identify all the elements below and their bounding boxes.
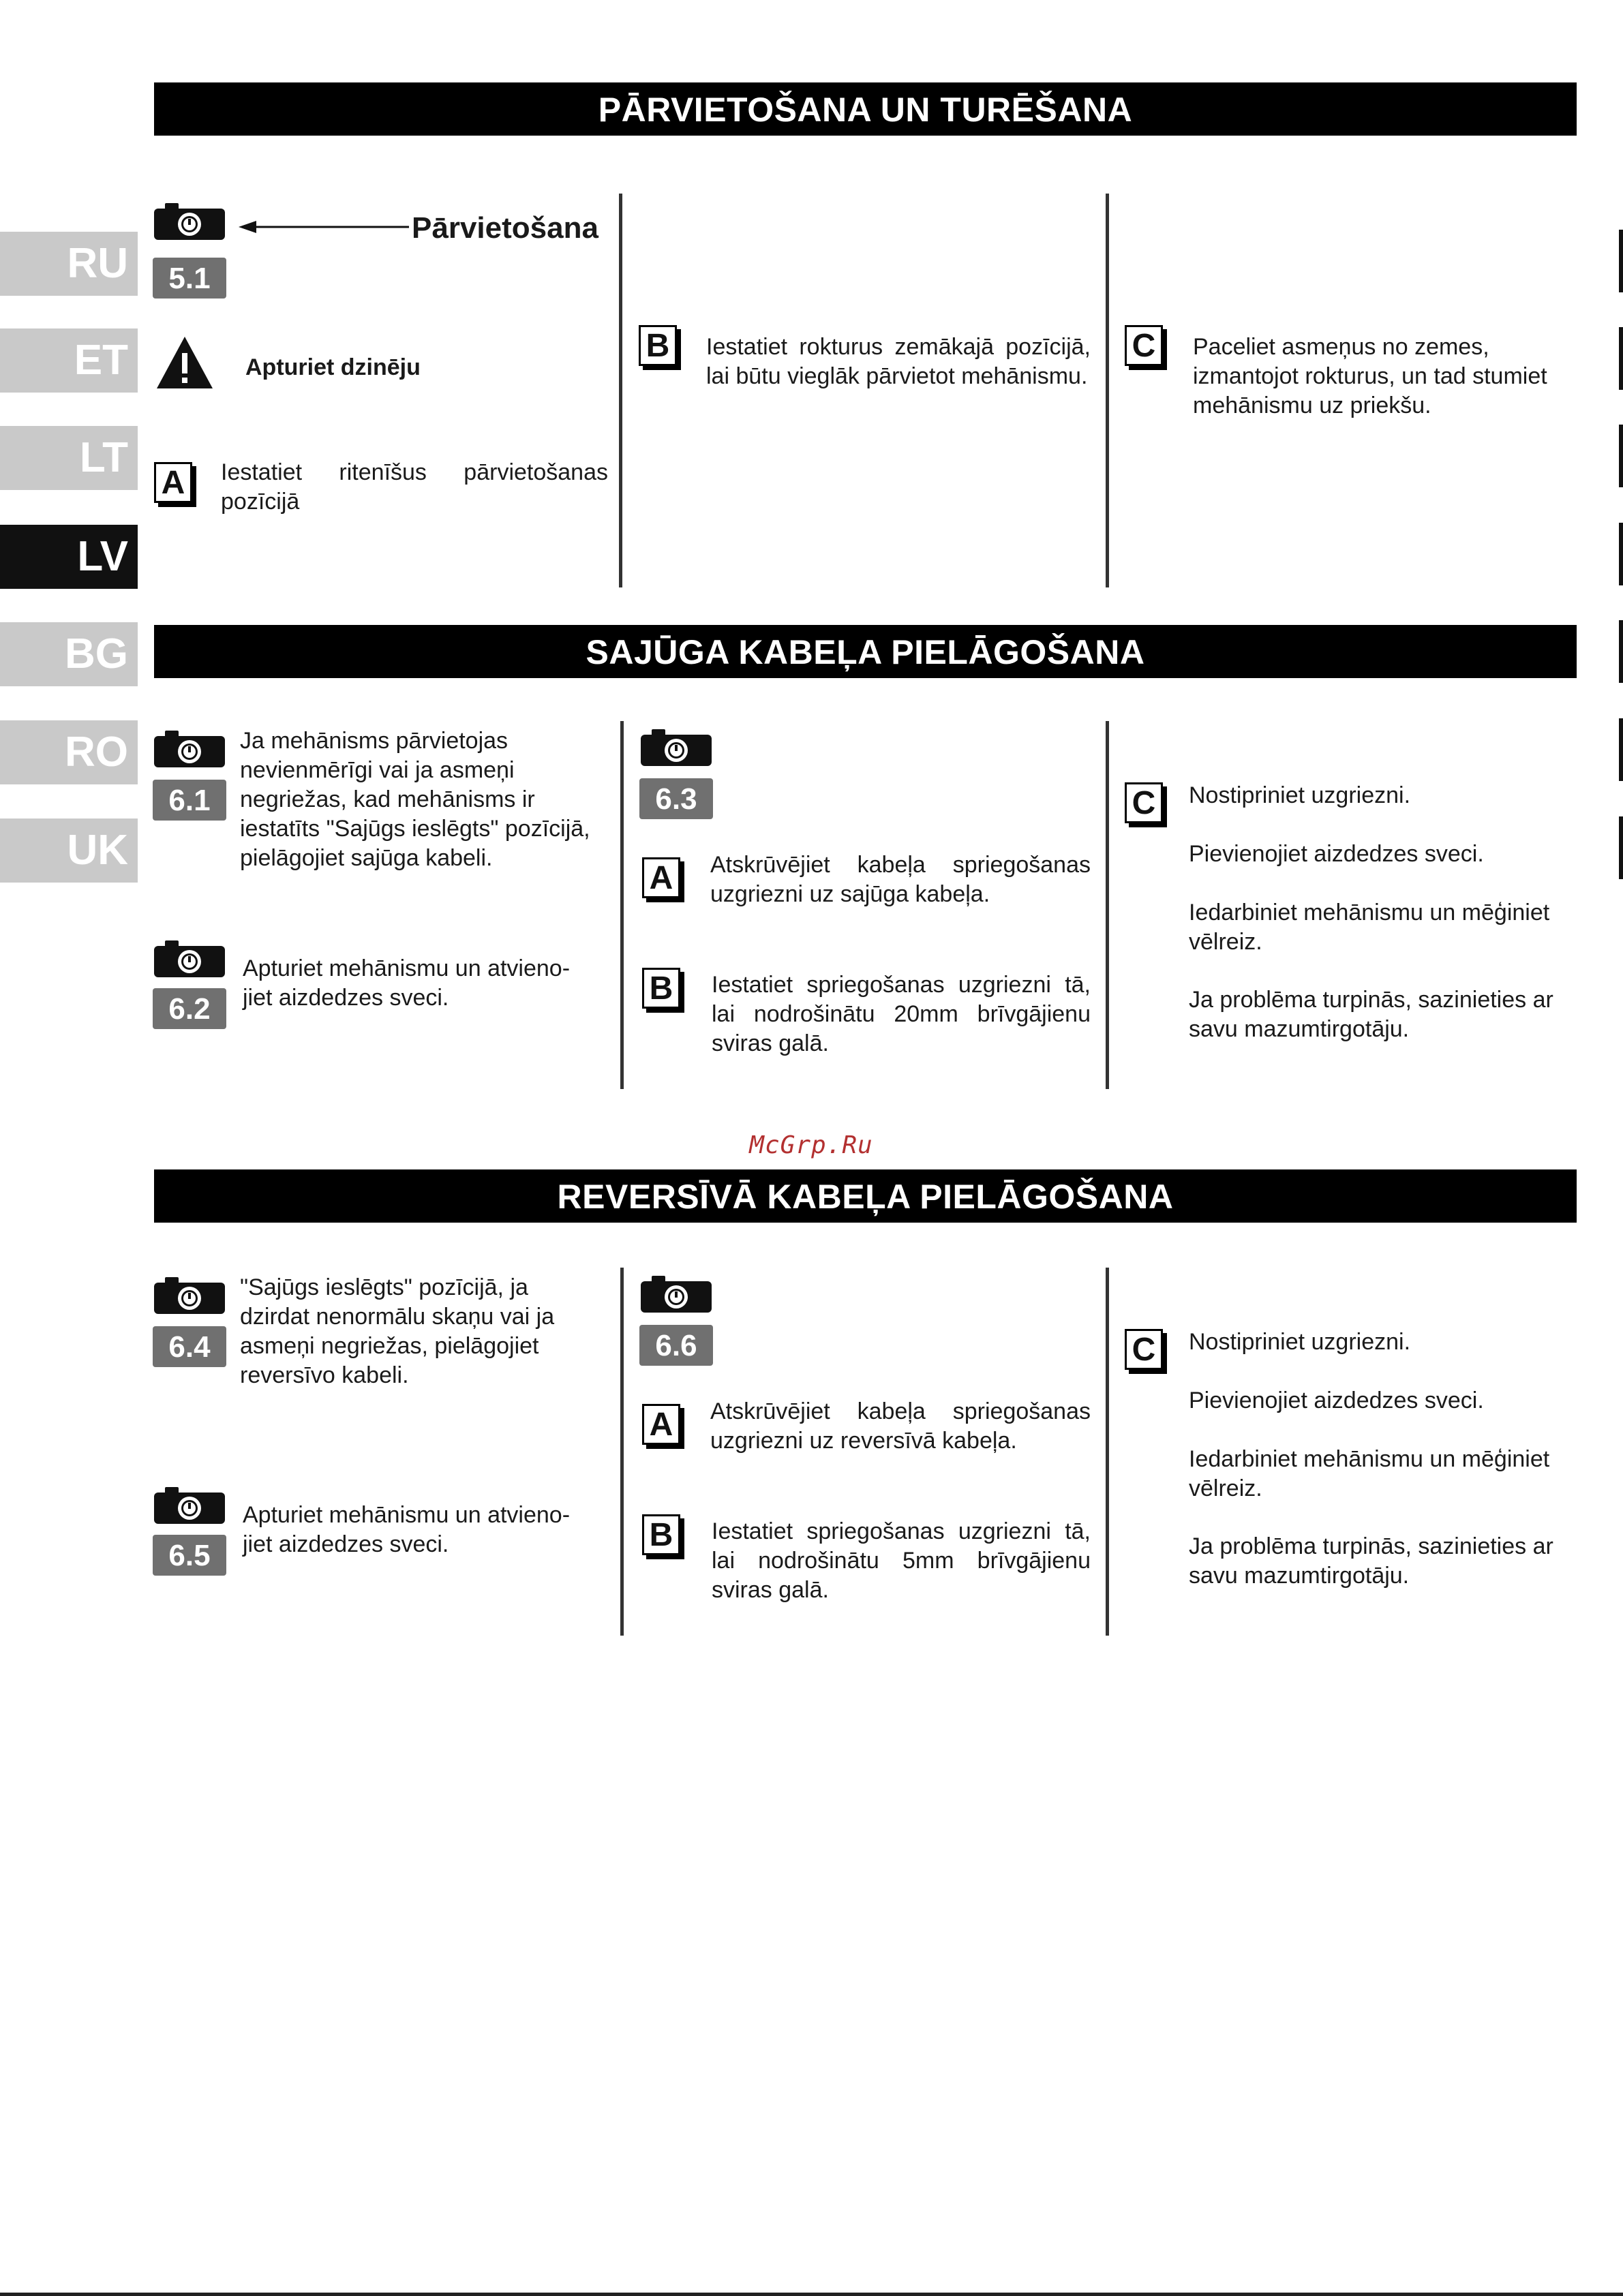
lang-tab-lv[interactable]: LV <box>0 525 138 589</box>
camera-icon <box>639 728 713 767</box>
right-edge-mark <box>1619 425 1623 487</box>
step-a-text: Atskrūvējiet kabeļa spriegošanas uzgriezni uz reversīvā kabeļa. <box>710 1398 1091 1454</box>
restart-text: Iedarbiniet mehānismu un mēģiniet vēlreiz. <box>1189 1446 1550 1501</box>
camera-icon <box>153 1276 226 1315</box>
section-title-reverse-cable: REVERSĪVĀ KABEĻA PIELĀGOŠANA <box>154 1169 1577 1223</box>
clutch-intro-text: Ja mehānisms pārvietojas nevienmērīgi vai ja asmeņi negriežas, kad mehānisms ir iestatīts "Sajūgs ieslēgts" pozīcijā, pielāgojiet sajūga kabeli. <box>240 728 590 871</box>
step-b-text: Iestatiet spriegošanas uzgriezni tā, lai nodrošinātu 20mm brīvgājienu sviras galā. <box>712 972 1091 1056</box>
contact-dealer-text: Ja problēma turpinās, sazinieties ar savu mazumtirgotāju. <box>1189 987 1553 1042</box>
step-c-box: C <box>1125 782 1163 823</box>
lang-tab-uk[interactable]: UK <box>0 818 138 883</box>
step-c-text: Nostipriniet uzgriezni. <box>1189 1329 1411 1355</box>
photo-badge-6-2: 6.2 <box>153 988 226 1029</box>
right-edge-mark <box>1619 327 1623 390</box>
photo-badge-6-1: 6.1 <box>153 780 226 821</box>
right-edge-mark <box>1619 230 1623 292</box>
photo-badge-6-3: 6.3 <box>639 778 713 819</box>
step-a-box: A <box>154 462 192 503</box>
camera-icon <box>153 939 226 979</box>
step-a-text: Atskrūvējiet kabeļa spriegošanas uzgriezni uz sajūga kabeļa. <box>710 852 1091 907</box>
step-b-text: Iestatiet spriegošanas uzgriezni tā, lai nodrošinātu 5mm brīvgājienu sviras galā. <box>712 1518 1091 1603</box>
step-c-text: Paceliet asmeņus no zemes, izmantojot rokturus, un tad stumiet mehānismu uz priekšu. <box>1193 334 1547 418</box>
camera-icon <box>153 1486 226 1525</box>
step-c-box: C <box>1125 325 1163 366</box>
step-b-box: B <box>642 1514 680 1555</box>
step-a-text: Iestatiet ritenīšus pārvietošanas pozīcijā <box>221 459 608 515</box>
photo-badge-6-5: 6.5 <box>153 1535 226 1576</box>
step-b-box: B <box>642 968 680 1009</box>
camera-icon <box>153 202 226 241</box>
step-a-box: A <box>642 1404 680 1445</box>
column-divider <box>619 194 622 587</box>
right-edge-mark <box>1619 523 1623 585</box>
reconnect-text: Pievienojiet aizdedzes sveci. <box>1189 841 1484 867</box>
step-c-box: C <box>1125 1329 1163 1370</box>
camera-icon <box>639 1274 713 1314</box>
warning-text: Apturiet dzinēju <box>245 354 421 380</box>
right-edge-mark <box>1619 816 1623 879</box>
section-title-transport: PĀRVIETOŠANA UN TURĒŠANA <box>154 82 1577 136</box>
step-a-box: A <box>642 857 680 898</box>
section-title-clutch-cable: SAJŪGA KABEĻA PIELĀGOŠANA <box>154 625 1577 678</box>
step-b-text: Iestatiet rokturus zemākajā pozīcijā, lai būtu vieglāk pārvietot mehānismu. <box>706 334 1091 389</box>
step-b-box: B <box>639 325 677 366</box>
column-divider <box>620 1268 624 1636</box>
lang-tab-lt[interactable]: LT <box>0 426 138 490</box>
right-edge-mark <box>1619 718 1623 781</box>
column-divider <box>1106 1268 1109 1636</box>
arrow-left-icon <box>239 217 409 237</box>
step-c-text: Nostipriniet uzgriezni. <box>1189 782 1411 808</box>
column-divider <box>1106 194 1109 587</box>
column-divider <box>620 721 624 1089</box>
photo-badge-6-6: 6.6 <box>639 1325 713 1366</box>
contact-dealer-text: Ja problēma turpinās, sazinieties ar savu mazumtirgotāju. <box>1189 1533 1553 1589</box>
lang-tab-ro[interactable]: RO <box>0 720 138 784</box>
lang-tab-et[interactable]: ET <box>0 328 138 393</box>
photo-badge-5-1: 5.1 <box>153 258 226 299</box>
column-divider <box>1106 721 1109 1089</box>
stop-engine-text: Apturiet mehānismu un atvieno-jiet aizdedzes sveci. <box>243 1502 571 1557</box>
page-bottom-rule <box>0 2293 1623 2296</box>
callout-transport: Pārvietošana <box>412 211 598 245</box>
restart-text: Iedarbiniet mehānismu un mēģiniet vēlreiz. <box>1189 900 1550 955</box>
camera-icon <box>153 729 226 769</box>
photo-badge-6-4: 6.4 <box>153 1326 226 1367</box>
right-edge-mark <box>1619 620 1623 683</box>
lang-tab-bg[interactable]: BG <box>0 622 138 686</box>
lang-tab-ru[interactable]: RU <box>0 232 138 296</box>
watermark: McGrp.Ru <box>749 1131 873 1159</box>
reverse-intro-text: "Sajūgs ieslēgts" pozīcijā, ja dzirdat nenormālu skaņu vai ja asmeņi negriežas, pielāgojiet reversīvo kabeli. <box>240 1274 555 1388</box>
reconnect-text: Pievienojiet aizdedzes sveci. <box>1189 1388 1484 1413</box>
stop-engine-text: Apturiet mehānismu un atvieno-jiet aizdedzes sveci. <box>243 955 571 1011</box>
warning-triangle-icon <box>155 335 214 390</box>
